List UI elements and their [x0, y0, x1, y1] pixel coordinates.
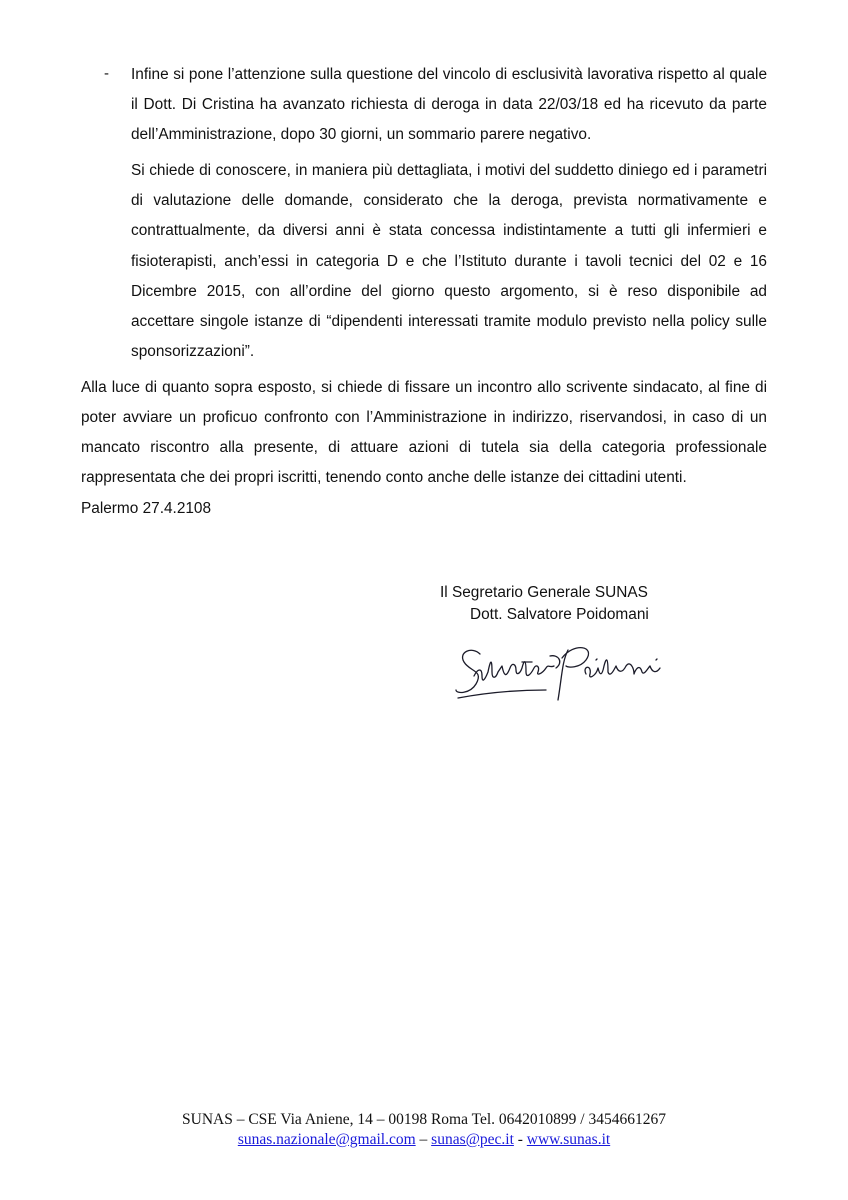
request-details-paragraph: Si chiede di conoscere, in maniera più dettagliata, i motivi del suddetto diniego ed i parametri di valutazione delle domande, considerato che la deroga, prevista normativamente e contrattualmente, da diversi anni è stata concessa indistintamente a tutti gli infermieri e fisioterapisti, anch’essi in categoria D e che l’Istituto durante i tavoli tecnici del 02 e 16 Dicembre 2015, con all’ordine del giorno questo argomento, si è reso disponibile ad accettare singole istanze di “dipendenti interessati tramite modulo previsto nella policy sulle sponsorizzazioni”. — [131, 162, 767, 360]
footer-email-link[interactable]: sunas.nazionale@gmail.com — [237, 1131, 416, 1148]
handwritten-signature — [450, 632, 670, 712]
closing-paragraph: Alla luce di quanto sopra esposto, si chiede di fissare un incontro allo scrivente sindacato, al fine di poter avviare un proficuo confronto con l’Amministrazione in indirizzo, riservandosi, in caso di un mancato riscontro alla presente, di attuare azioni di tutela sia della categoria professionale rappresentata che dei propri iscritti, tenendo conto anche delle istanze dei cittadini utenti. — [81, 379, 767, 487]
footer-pec-link[interactable]: sunas@pec.it — [431, 1131, 514, 1148]
exclusivity-paragraph: Infine si pone l’attenzione sulla questione del vincolo di esclusività lavorativa rispetto al quale il Dott. Di Cristina ha avanzato richiesta di deroga in data 22/03/18 ed ha ricevuto da parte dell’Amministrazione, dopo 30 giorni, un sommario parere negativo. — [131, 66, 767, 144]
footer-separator: - — [513, 1131, 527, 1148]
signatory-name: Dott. Salvatore Poidomani — [470, 606, 649, 623]
footer-website-link[interactable]: www.sunas.it — [526, 1131, 611, 1148]
footer-address: SUNAS – CSE Via Aniene, 14 – 00198 Roma Tel. 0642010899 / 3454661267 — [182, 1111, 666, 1128]
closing-section — [81, 373, 767, 493]
footer-contacts — [0, 1130, 848, 1150]
place-date: Palermo 27.4.2108 — [81, 500, 212, 517]
bullet-dash: - — [104, 65, 109, 82]
footer — [0, 1110, 848, 1150]
signatory-title: Il Segretario Generale SUNAS — [440, 584, 648, 601]
footer-separator: – — [415, 1131, 432, 1148]
bullet-item — [131, 60, 767, 367]
